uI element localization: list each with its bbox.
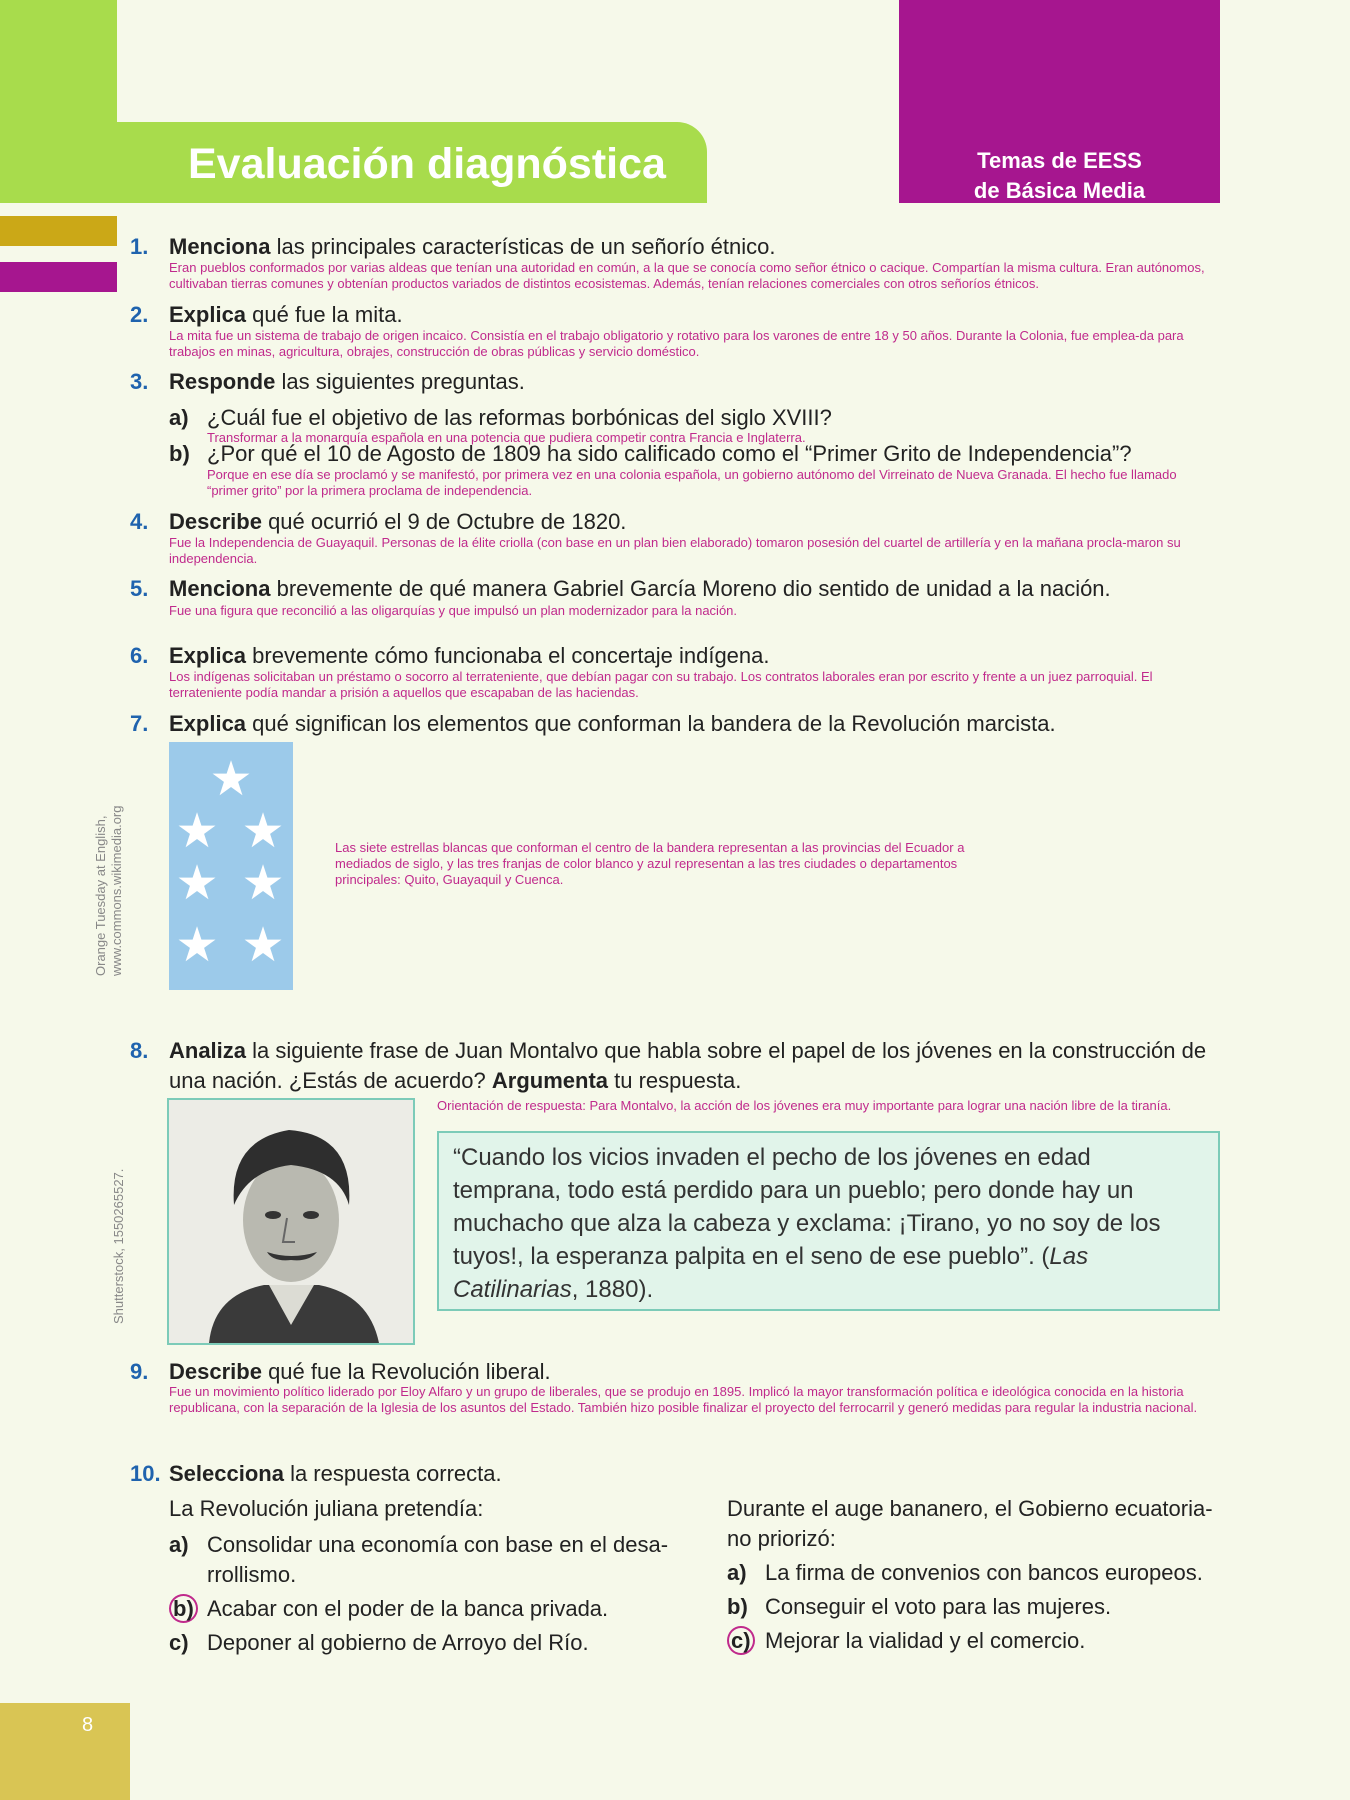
answer-text: Las siete estrellas blancas que conforman el centro de la bandera representan a las provincias del Ecuador a mediados de siglo, y las tres franjas de color blanco y azul representan a las tres ciudades o departamentos principales: Quito, Guayaquil y Cuenca. bbox=[335, 840, 965, 887]
star-icon: ★ bbox=[175, 919, 219, 972]
answer-text: Porque en ese día se proclamó y se manifestó, por primera vez en una colonia española, un gobierno autónomo del Virreinato de Nueva Granada. El hecho fue llamado “primer grito” por la primera proclama de independencia. bbox=[207, 467, 1177, 498]
topic-line-2: de Básica Media bbox=[973, 178, 1146, 203]
question-text-continued bbox=[169, 1068, 741, 1094]
gold-stripe bbox=[0, 216, 117, 246]
question-body: brevemente cómo funcionaba el concertaje indígena. bbox=[246, 643, 770, 668]
question-verb: Menciona bbox=[169, 234, 271, 259]
option-item[interactable] bbox=[727, 1556, 1222, 1590]
question-body: la siguiente frase de Juan Montalvo que habla sobre el papel de los jóvenes en la construcción de bbox=[246, 1038, 1207, 1063]
question-number: 2. bbox=[130, 302, 149, 327]
sub-text: ¿Por qué el 10 de Agosto de 1809 ha sido calificado como el “Primer Grito de Independencia”? bbox=[207, 441, 1132, 466]
q10-left-column bbox=[169, 1492, 689, 1660]
question-text bbox=[169, 643, 770, 669]
question-text bbox=[169, 302, 403, 328]
question-number: 10. bbox=[130, 1461, 161, 1486]
answer-text: Los indígenas solicitaban un préstamo o socorro al terrateniente, que debían pagar con su trabajo. Los contratos laborales eran por escrito y frente a un juez parroquial. El terrateniente podía mandar a prisión a aquellos que escapaban de las haciendas. bbox=[169, 669, 1153, 700]
star-icon: ★ bbox=[209, 753, 253, 806]
option-text-continued: rrollismo. bbox=[207, 1562, 297, 1587]
montalvo-quote bbox=[437, 1131, 1220, 1311]
answer-text: Transformar a la monarquía española en una potencia que pudiera competir contra Francia e Inglaterra. bbox=[207, 430, 806, 445]
question-body: las principales características de un señorío étnico. bbox=[270, 234, 776, 259]
option-item-selected[interactable] bbox=[169, 1592, 689, 1626]
question-number: 4. bbox=[130, 509, 149, 534]
q10-prompt: La Revolución juliana pretendía: bbox=[169, 1496, 484, 1521]
option-letter: a) bbox=[727, 1560, 747, 1585]
question-body: brevemente de qué manera Gabriel García Moreno dio sentido de unidad a la nación. bbox=[270, 576, 1111, 601]
juan-montalvo-portrait bbox=[167, 1098, 415, 1345]
question-text bbox=[169, 509, 626, 535]
option-text: La firma de convenios con bancos europeos. bbox=[765, 1560, 1203, 1585]
page-title: Evaluación diagnóstica bbox=[188, 140, 666, 188]
answer-text: Fue una figura que reconcilió a las oligarquías y que impulsó un plan modernizador para la nación. bbox=[169, 603, 738, 618]
q10-right-column bbox=[727, 1492, 1222, 1658]
question-verb: Analiza bbox=[169, 1038, 247, 1063]
option-item[interactable] bbox=[169, 1626, 689, 1660]
magenta-stripe bbox=[0, 262, 117, 292]
question-number: 7. bbox=[130, 711, 149, 736]
option-letter bbox=[169, 1592, 207, 1626]
answer-text: Fue un movimiento político liderado por Eloy Alfaro y un grupo de liberales, que se produjo en 1895. Implicó la mayor transformación política e ideológica conocida en la historia republicana, con la separación de la Iglesia de los asuntos del Estado. También hizo posible finalizar el proyecto del ferrocarril y generó medidas para regular la industria nacional. bbox=[169, 1384, 1198, 1415]
option-letter bbox=[727, 1624, 765, 1658]
quote-text: “Cuando los vicios invaden el pecho de los jóvenes en edad temprana, todo está perdido para un pueblo; pero donde hay un muchacho que alza la cabeza y exclama: ¡Tirano, yo no soy de los tuyos!, la esperanza palpita en el seno de ese pueblo”. ( bbox=[453, 1144, 1161, 1270]
sub-question bbox=[169, 441, 1132, 467]
answer-text: Fue la Independencia de Guayaquil. Personas de la élite criolla (con base en un plan bien elaborado) tomaron posesión del cuartel de artillería y en la mañana procla-maron su independencia. bbox=[169, 535, 1181, 566]
portrait-image-credit: Shutterstock, 1550265527. bbox=[111, 1168, 126, 1324]
answer-text: La mita fue un sistema de trabajo de origen incaico. Consistía en el trabajo obligatorio y rotativo para los varones de entre 18 y 50 años. Durante la Colonia, fue emplea-da para trabajos en minas, agricultura, obrajes, construcción de obras públicas y servicio doméstico. bbox=[169, 328, 1184, 359]
question-verb: Explica bbox=[169, 302, 247, 327]
sub-letter: a) bbox=[169, 405, 189, 430]
topic-line-1: Temas de EESS bbox=[977, 148, 1142, 173]
option-text: Mejorar la vialidad y el comercio. bbox=[765, 1628, 1086, 1653]
sub-question bbox=[169, 405, 832, 431]
question-text bbox=[169, 369, 525, 395]
question-text bbox=[169, 1461, 502, 1487]
question-body: qué fue la mita. bbox=[246, 302, 403, 327]
star-icon: ★ bbox=[241, 805, 285, 858]
topic-label bbox=[899, 146, 1220, 206]
question-verb: Describe bbox=[169, 1359, 262, 1384]
answer-text: Eran pueblos conformados por varias aldeas que tenían una autoridad en común, a la que se conocía como señor étnico o cacique. Compartían la misma cultura. Eran autónomos, cultivaban tierras comunes y obtenían productos variados de distintos ecosistemas. Además, tenían relaciones comerciales con otros señoríos étnicos. bbox=[169, 260, 1205, 291]
question-body: una nación. ¿Estás de acuerdo? bbox=[169, 1068, 492, 1093]
question-verb: Selecciona bbox=[169, 1461, 284, 1486]
star-icon: ★ bbox=[175, 857, 219, 910]
option-item[interactable] bbox=[169, 1528, 689, 1562]
marcista-flag-image bbox=[169, 742, 293, 990]
selected-circle: b) bbox=[169, 1594, 198, 1623]
sub-text: ¿Cuál fue el objetivo de las reformas borbónicas del siglo XVIII? bbox=[207, 405, 832, 430]
question-number: 3. bbox=[130, 369, 149, 394]
quote-source: Las Catilinarias bbox=[453, 1243, 1089, 1303]
star-icon: ★ bbox=[241, 919, 285, 972]
star-icon: ★ bbox=[241, 857, 285, 910]
question-text bbox=[169, 234, 776, 260]
question-number: 9. bbox=[130, 1359, 149, 1384]
star-icon: ★ bbox=[175, 805, 219, 858]
page-number-box bbox=[0, 1703, 130, 1800]
option-letter: b) bbox=[727, 1594, 748, 1619]
question-body: qué ocurrió el 9 de Octubre de 1820. bbox=[261, 509, 627, 534]
option-item-selected[interactable] bbox=[727, 1624, 1222, 1658]
quote-end: , 1880). bbox=[571, 1276, 654, 1303]
q10-prompt: Durante el auge bananero, el Gobierno ecuatoria- bbox=[727, 1496, 1213, 1521]
option-letter: c) bbox=[169, 1630, 189, 1655]
header-green-block bbox=[0, 0, 117, 203]
option-letter: a) bbox=[169, 1532, 189, 1557]
question-body: qué fue la Revolución liberal. bbox=[261, 1359, 551, 1384]
question-verb: Describe bbox=[169, 509, 262, 534]
question-number: 6. bbox=[130, 643, 149, 668]
question-verb: Explica bbox=[169, 643, 247, 668]
question-number: 5. bbox=[130, 576, 149, 601]
flag-image-credit bbox=[93, 806, 125, 977]
credit-line: www.commons.wikimedia.org bbox=[109, 805, 124, 976]
question-body: la respuesta correcta. bbox=[283, 1461, 502, 1486]
question-verb: Menciona bbox=[169, 576, 271, 601]
option-text: Consolidar una economía con base en el desa- bbox=[207, 1532, 669, 1557]
option-item[interactable] bbox=[727, 1590, 1222, 1624]
question-verb: Explica bbox=[169, 711, 247, 736]
question-text bbox=[169, 711, 1056, 737]
selected-circle: c) bbox=[727, 1626, 755, 1655]
question-body: tu respuesta. bbox=[608, 1068, 742, 1093]
credit-line: Orange Tuesday at English, bbox=[93, 815, 108, 976]
answer-text: Orientación de respuesta: Para Montalvo, la acción de los jóvenes era muy importante para lograr una nación libre de la tiranía. bbox=[437, 1098, 1172, 1113]
question-body: las siguientes preguntas. bbox=[275, 369, 525, 394]
question-verb: Argumenta bbox=[491, 1068, 609, 1093]
option-text: Acabar con el poder de la banca privada. bbox=[207, 1596, 609, 1621]
page-number: 8 bbox=[82, 1714, 94, 1736]
option-text: Conseguir el voto para las mujeres. bbox=[765, 1594, 1112, 1619]
question-verb: Responde bbox=[169, 369, 276, 394]
question-number: 1. bbox=[130, 234, 149, 259]
q10-prompt-continued: no priorizó: bbox=[727, 1526, 836, 1551]
option-text: Deponer al gobierno de Arroyo del Río. bbox=[207, 1630, 589, 1655]
question-text bbox=[169, 1038, 1206, 1064]
question-body: qué significan los elementos que conforman la bandera de la Revolución marcista. bbox=[246, 711, 1056, 736]
sub-letter: b) bbox=[169, 441, 190, 466]
question-text bbox=[169, 1359, 551, 1385]
question-text bbox=[169, 576, 1111, 602]
question-number: 8. bbox=[130, 1038, 149, 1063]
